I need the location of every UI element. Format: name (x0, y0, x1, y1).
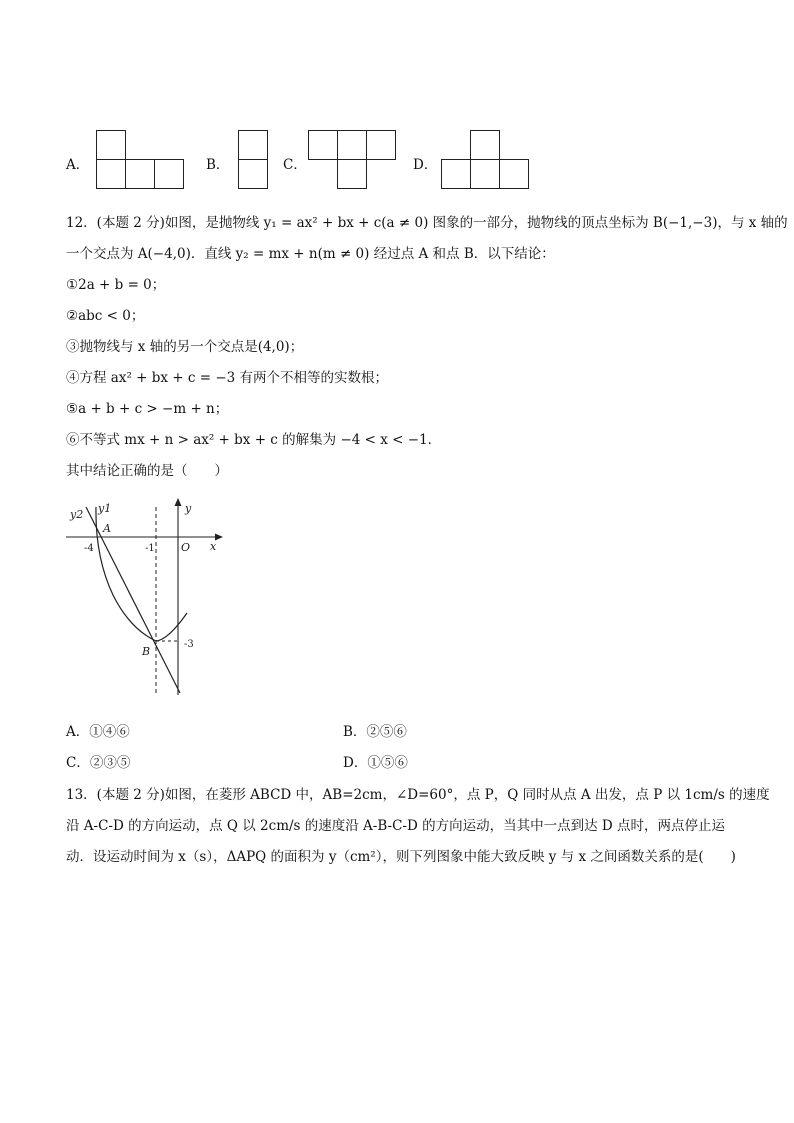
q11-option-d-label: D． (413, 157, 438, 173)
q12-stem-line1: 12．(本题 2 分)如图，是抛物线 y₁ = ax² + bx + c(a ≠ 0) 图象的一部分，抛物线的顶点坐标为 B(−1,−3)，与 x 轴的 (66, 215, 788, 231)
label-y-axis: y (185, 502, 192, 515)
label-point-b: B (142, 645, 151, 658)
q12-conclusion-5: ⑤a + b + c > −m + n； (66, 401, 229, 417)
q12-option-a: A．①④⑥ (66, 724, 130, 740)
q12-prompt: 其中结论正确的是（ ） (66, 463, 228, 479)
label-point-a: A (103, 522, 111, 535)
q11-option-b-label: B． (206, 157, 230, 173)
label-y2: y2 (70, 508, 84, 521)
q12-option-c: C．②③⑤ (66, 755, 131, 771)
q12-conclusion-3: ③抛物线与 x 轴的另一个交点是(4,0)； (66, 339, 304, 355)
q13-stem-line2: 沿 A-C-D 的方向运动，点 Q 以 2cm/s 的速度沿 A-B-C-D 的方向运动，当其中一点到达 D 点时，两点停止运 (66, 818, 726, 834)
q12-option-b: B．②⑤⑥ (343, 724, 407, 740)
q12-conclusion-6: ⑥不等式 mx + n > ax² + bx + c 的解集为 −4 < x < −1． (66, 432, 442, 448)
y-axis-arrow (175, 498, 182, 506)
tick-minus-1: -1 (145, 543, 155, 554)
q12-stem-line2: 一个交点为 A(−4,0)．直线 y₂ = mx + n(m ≠ 0) 经过点 A 和点 B．以下结论： (66, 246, 555, 262)
q12-conclusion-4: ④方程 ax² + bx + c = −3 有两个不相等的实数根； (66, 370, 389, 386)
q12-conclusion-1: ①2a + b = 0； (66, 277, 166, 293)
q11-option-c-label: C． (283, 157, 307, 173)
q11-option-a-label: A． (66, 157, 90, 173)
label-origin: O (181, 541, 191, 554)
q12-option-d: D．①⑤⑥ (343, 755, 408, 771)
q13-stem-line1: 13．(本题 2 分)如图，在菱形 ABCD 中，AB=2cm，∠D=60°，点 P，Q 同时从点 A 出发，点 P 以 1cm/s 的速度 (66, 787, 770, 803)
q13-stem-line3: 动．设运动时间为 x（s），ΔAPQ 的面积为 y（cm²），则下列图象中能大致反映 y 与 x 之间函数关系的是( ) (66, 849, 736, 865)
tick-minus-4: -4 (84, 543, 94, 554)
line-y2 (86, 507, 180, 693)
label-y1: y1 (98, 502, 112, 515)
label-x-axis: x (210, 540, 217, 553)
q12-conclusion-2: ②abc < 0； (66, 308, 145, 324)
tick-minus-3: -3 (184, 639, 194, 650)
parabola-graph (60, 495, 230, 705)
